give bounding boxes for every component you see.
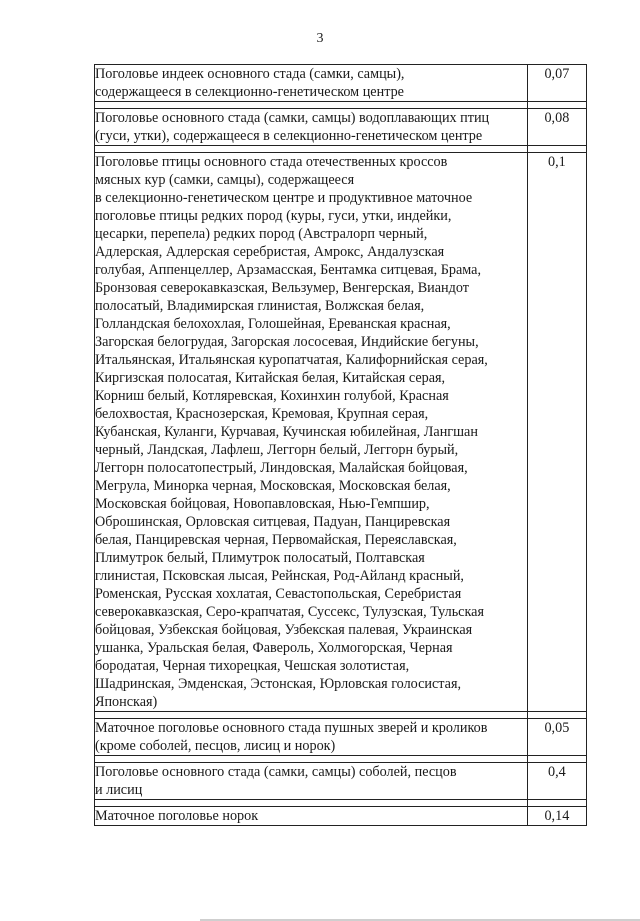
description-line: белохвостая, Краснозерская, Кремовая, Крупная серая, xyxy=(95,406,429,422)
description-line: голубая, Аппенцеллер, Арзамасская, Бентамка ситцевая, Брама, xyxy=(95,262,482,278)
row-description xyxy=(95,763,528,800)
table-row xyxy=(95,763,587,800)
page-number: 3 xyxy=(316,31,324,46)
description-line: Поголовье птицы основного стада отечественных кроссов xyxy=(95,154,448,170)
row-description xyxy=(95,153,528,712)
row-gap xyxy=(95,712,587,719)
row-value: 0,4 xyxy=(527,763,586,800)
row-value: 0,1 xyxy=(527,153,586,712)
description-line: Поголовье основного стада (самки, самцы) соболей, песцов xyxy=(95,764,457,780)
row-value: 0,07 xyxy=(527,65,586,102)
row-description xyxy=(95,109,528,146)
row-gap xyxy=(95,756,587,763)
row-value: 0,14 xyxy=(527,807,586,826)
description-line: полосатый, Владимирская глинистая, Волжская белая, xyxy=(95,298,425,314)
table-row xyxy=(95,807,587,826)
description-line: (кроме соболей, песцов, лисиц и норок) xyxy=(95,738,336,754)
table-row xyxy=(95,153,587,712)
description-line: ушанка, Уральская белая, Фавероль, Холмогорская, Черная xyxy=(95,640,453,656)
description-line: и лисиц xyxy=(95,782,143,798)
description-line: Плимутрок белый, Плимутрок полосатый, Полтавская xyxy=(95,550,425,566)
description-line: Голландская белохохлая, Голошейная, Ереванская красная, xyxy=(95,316,451,332)
gap-cell xyxy=(527,146,586,153)
description-line: Поголовье индеек основного стада (самки, самцы), xyxy=(95,66,405,82)
description-line: Поголовье основного стада (самки, самцы) водоплавающих птиц xyxy=(95,110,490,126)
description-line: поголовье птицы редких пород (куры, гуси, утки, индейки, xyxy=(95,208,452,224)
row-description xyxy=(95,719,528,756)
gap-cell xyxy=(95,102,528,109)
gap-cell xyxy=(527,756,586,763)
description-line: Маточное поголовье основного стада пушных зверей и кроликов xyxy=(95,720,488,736)
gap-cell xyxy=(527,712,586,719)
description-line: Шадринская, Эмденская, Эстонская, Юрловская голосистая, xyxy=(95,676,462,692)
gap-cell xyxy=(95,800,528,807)
description-line: Корниш белый, Котляревская, Кохинхин голубой, Красная xyxy=(95,388,449,404)
table-row xyxy=(95,719,587,756)
rates-table xyxy=(94,64,587,826)
description-line: Оброшинская, Орловская ситцевая, Падуан, Панциревская xyxy=(95,514,451,530)
table-row xyxy=(95,109,587,146)
description-line: глинистая, Псковская лысая, Рейнская, Род-Айланд красный, xyxy=(95,568,464,584)
row-gap xyxy=(95,102,587,109)
row-gap xyxy=(95,800,587,807)
description-line: Леггорн полосатопестрый, Линдовская, Малайская бойцовая, xyxy=(95,460,468,476)
description-line: в селекционно-генетическом центре и продуктивное маточное xyxy=(95,190,473,206)
row-value: 0,05 xyxy=(527,719,586,756)
description-line: бородатая, Черная тихорецкая, Чешская золотистая, xyxy=(95,658,410,674)
gap-cell xyxy=(527,102,586,109)
description-line: Маточное поголовье норок xyxy=(95,808,259,824)
row-value: 0,08 xyxy=(527,109,586,146)
description-line: Кубанская, Куланги, Курчавая, Кучинская юбилейная, Лангшан xyxy=(95,424,478,440)
row-gap xyxy=(95,146,587,153)
description-line: Бронзовая северокавказская, Вельзумер, Венгерская, Виандот xyxy=(95,280,469,296)
description-line: Японская) xyxy=(95,694,158,710)
description-line: Мегрула, Минорка черная, Московская, Московская белая, xyxy=(95,478,451,494)
gap-cell xyxy=(95,146,528,153)
description-line: Роменская, Русская хохлатая, Севастопольская, Серебристая xyxy=(95,586,462,602)
gap-cell xyxy=(527,800,586,807)
description-line: Итальянская, Итальянская куропатчатая, Калифорнийская серая, xyxy=(95,352,488,368)
rates-table-body xyxy=(95,65,587,826)
row-description xyxy=(95,65,528,102)
description-line: содержащееся в селекционно-генетическом центре xyxy=(95,84,404,100)
table-row xyxy=(95,65,587,102)
description-line: северокавказская, Серо-крапчатая, Суссекс, Тулузская, Тульская xyxy=(95,604,484,620)
description-line: мясных кур (самки, самцы), содержащееся xyxy=(95,172,355,188)
description-line: бойцовая, Узбекская бойцовая, Узбекская палевая, Украинская xyxy=(95,622,473,638)
description-line: цесарки, перепела) редких пород (Австралорп черный, xyxy=(95,226,428,242)
gap-cell xyxy=(95,712,528,719)
description-line: Загорская белогрудая, Загорская лососевая, Индийские бегуны, xyxy=(95,334,479,350)
description-line: Киргизская полосатая, Китайская белая, Китайская серая, xyxy=(95,370,446,386)
description-line: Московская бойцовая, Новопавловская, Нью-Гемпшир, xyxy=(95,496,430,512)
description-line: белая, Панциревская черная, Первомайская, Переяславская, xyxy=(95,532,457,548)
description-line: (гуси, утки), содержащееся в селекционно-генетическом центре xyxy=(95,128,483,144)
description-line: Адлерская, Адлерская серебристая, Амрокс, Андалузская xyxy=(95,244,445,260)
gap-cell xyxy=(95,756,528,763)
row-description xyxy=(95,807,528,826)
description-line: черный, Ландская, Лафлеш, Леггорн белый, Леггорн бурый, xyxy=(95,442,459,458)
